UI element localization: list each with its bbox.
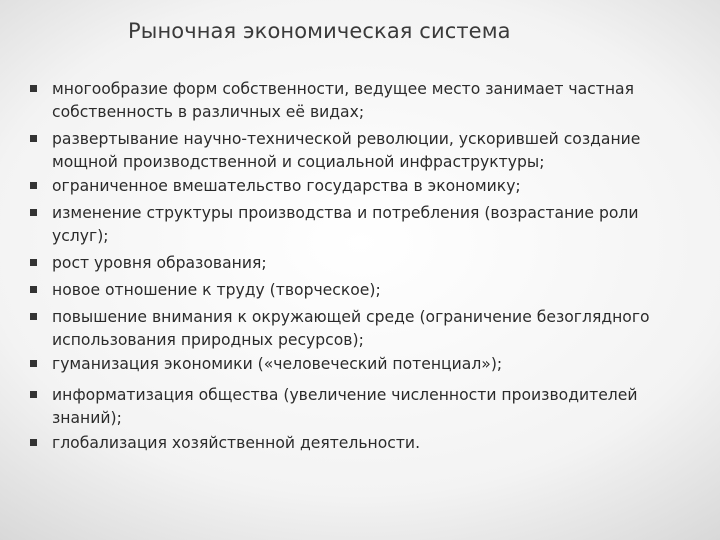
- bullet-marker-icon: [30, 202, 52, 222]
- bullet-text: многообразие форм собственности, ведущее место занимает частная собственность в различных её видах;: [52, 80, 634, 121]
- bullet-text: развертывание научно-технической революции, ускорившей создание мощной производственной и социальной инфраструктуры;: [52, 130, 641, 171]
- bullet-text: рост уровня образования;: [52, 254, 267, 272]
- bullet-text: ограниченное вмешательство государства в экономику;: [52, 177, 521, 195]
- bullet-item: [30, 306, 702, 352]
- bullet-marker-icon: [30, 128, 52, 148]
- bullet-text: повышение внимания к окружающей среде (ограничение безоглядного использования природных ресурсов);: [52, 308, 650, 349]
- bullet-item: [30, 353, 702, 376]
- bullet-item: [30, 202, 702, 248]
- slide-title: Рыночная экономическая система: [128, 19, 511, 43]
- bullet-item: [30, 432, 702, 455]
- bullet-text: изменение структуры производства и потребления (возрастание роли услуг);: [52, 204, 639, 245]
- bullet-marker-icon: [30, 432, 52, 452]
- bullet-text: гуманизация экономики («человеческий потенциал»);: [52, 355, 503, 373]
- bullet-marker-icon: [30, 78, 52, 98]
- bullet-item: [30, 128, 702, 174]
- bullet-item: [30, 175, 702, 198]
- bullet-marker-icon: [30, 353, 52, 373]
- bullet-item: [30, 384, 702, 430]
- bullet-item: [30, 78, 702, 124]
- bullet-item: [30, 279, 702, 302]
- bullet-text: глобализация хозяйственной деятельности.: [52, 434, 421, 452]
- bullet-text: новое отношение к труду (творческое);: [52, 281, 381, 299]
- bullet-text: информатизация общества (увеличение численности производителей знаний);: [52, 386, 638, 427]
- bullet-marker-icon: [30, 306, 52, 326]
- bullet-marker-icon: [30, 175, 52, 195]
- bullet-marker-icon: [30, 252, 52, 272]
- bullet-marker-icon: [30, 279, 52, 299]
- bullet-marker-icon: [30, 384, 52, 404]
- bullet-item: [30, 252, 702, 275]
